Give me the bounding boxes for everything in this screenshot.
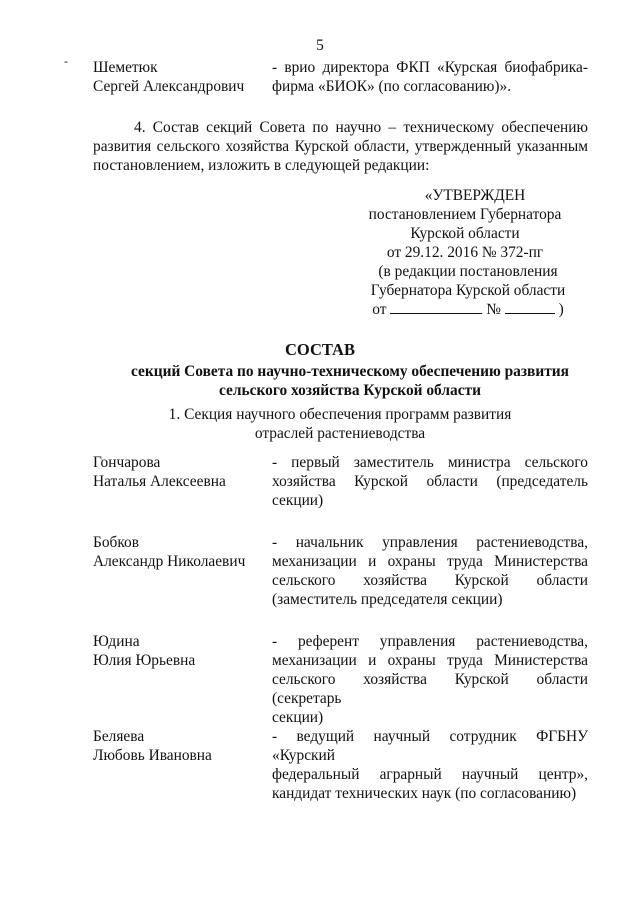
member-duty — [272, 453, 588, 510]
duty-line: - начальник управления растениеводства, — [272, 534, 588, 551]
section-line: отраслей растениеводства — [254, 425, 426, 442]
paragraph-line: 4. Состав секций Совета по научно – техническому обеспечению — [134, 119, 588, 136]
approval-line: (в редакции постановления — [378, 263, 558, 280]
top-entry-name — [93, 58, 258, 96]
approval-block — [355, 186, 575, 319]
margin-dash: - — [64, 54, 68, 68]
duty-line: кандидат технических наук (по согласованию) — [272, 785, 577, 802]
approval-line: от 29.12. 2016 № 372-пг — [386, 244, 544, 261]
paragraph-4 — [93, 118, 588, 175]
duty-line: федеральный аграрный научный центр», — [272, 766, 588, 783]
duty-line: сельского хозяйства Курской области — [272, 572, 588, 589]
date-blank — [390, 300, 482, 314]
name-line: Наталья Алексеевна — [93, 473, 226, 490]
paragraph-line: развития сельского хозяйства Курской области, утвержденный указанным — [93, 138, 588, 155]
duty-line: хозяйства Курской области (председатель — [272, 473, 588, 490]
from-label: от — [372, 301, 387, 318]
approval-line: постановлением Губернатора — [368, 206, 562, 223]
member-name — [93, 632, 258, 670]
approval-line: Курской области — [410, 225, 520, 242]
name-line: Любовь Ивановна — [93, 747, 212, 764]
page-number: 5 — [316, 37, 324, 54]
duty-line: фирма «БИОК» (по согласованию)». — [272, 78, 512, 95]
member-name — [93, 533, 258, 571]
name-line: Александр Николаевич — [93, 553, 246, 570]
subtitle-line: сельского хозяйства Курской области — [219, 382, 481, 399]
duty-line: - референт управления растениеводства, — [272, 633, 588, 650]
name-line: Шеметюк — [93, 59, 158, 76]
member-duty — [272, 727, 588, 803]
subtitle-line: секций Совета по научно-техническому обеспечению развития — [130, 363, 569, 380]
approval-date-line — [355, 300, 575, 319]
number-blank — [505, 300, 555, 314]
duty-line: - первый заместитель министра сельского — [272, 454, 588, 471]
number-label: № — [486, 301, 501, 318]
duty-line: секции) — [272, 709, 324, 726]
name-line: Гончарова — [93, 454, 161, 471]
duty-line: (заместитель председателя секции) — [272, 591, 503, 608]
duty-line: механизации и охраны труда Министерства — [272, 652, 588, 669]
duty-line: - врио директора ФКП «Курская биофабрика- — [272, 59, 588, 76]
member-name — [93, 727, 258, 765]
duty-line: сельского хозяйства Курской области (секретарь — [272, 671, 588, 707]
member-name — [93, 453, 258, 491]
paragraph-line: постановлением, изложить в следующей редакции: — [93, 157, 430, 174]
name-line: Бобков — [93, 534, 140, 551]
approval-line: «УТВЕРЖДЕН — [424, 187, 526, 204]
document-subtitle — [30, 362, 640, 400]
approval-line: Губернатора Курской области — [370, 282, 566, 299]
name-line: Сергей Александрович — [93, 78, 245, 95]
member-duty — [272, 632, 588, 727]
closing-paren: ) — [558, 301, 564, 318]
name-line: Юлия Юрьевна — [93, 652, 196, 669]
name-line: Беляева — [93, 728, 145, 745]
section-line: 1. Секция научного обеспечения программ развития — [168, 406, 512, 423]
duty-line: механизации и охраны труда Министерства — [272, 553, 588, 570]
document-title: СОСТАВ — [285, 340, 355, 359]
name-line: Юдина — [93, 633, 140, 650]
member-duty — [272, 533, 588, 609]
duty-line: - ведущий научный сотрудник ФГБНУ «Курский — [272, 728, 588, 764]
duty-line: секции) — [272, 492, 324, 509]
top-entry-duty — [272, 58, 588, 96]
section-1-title — [0, 405, 640, 443]
